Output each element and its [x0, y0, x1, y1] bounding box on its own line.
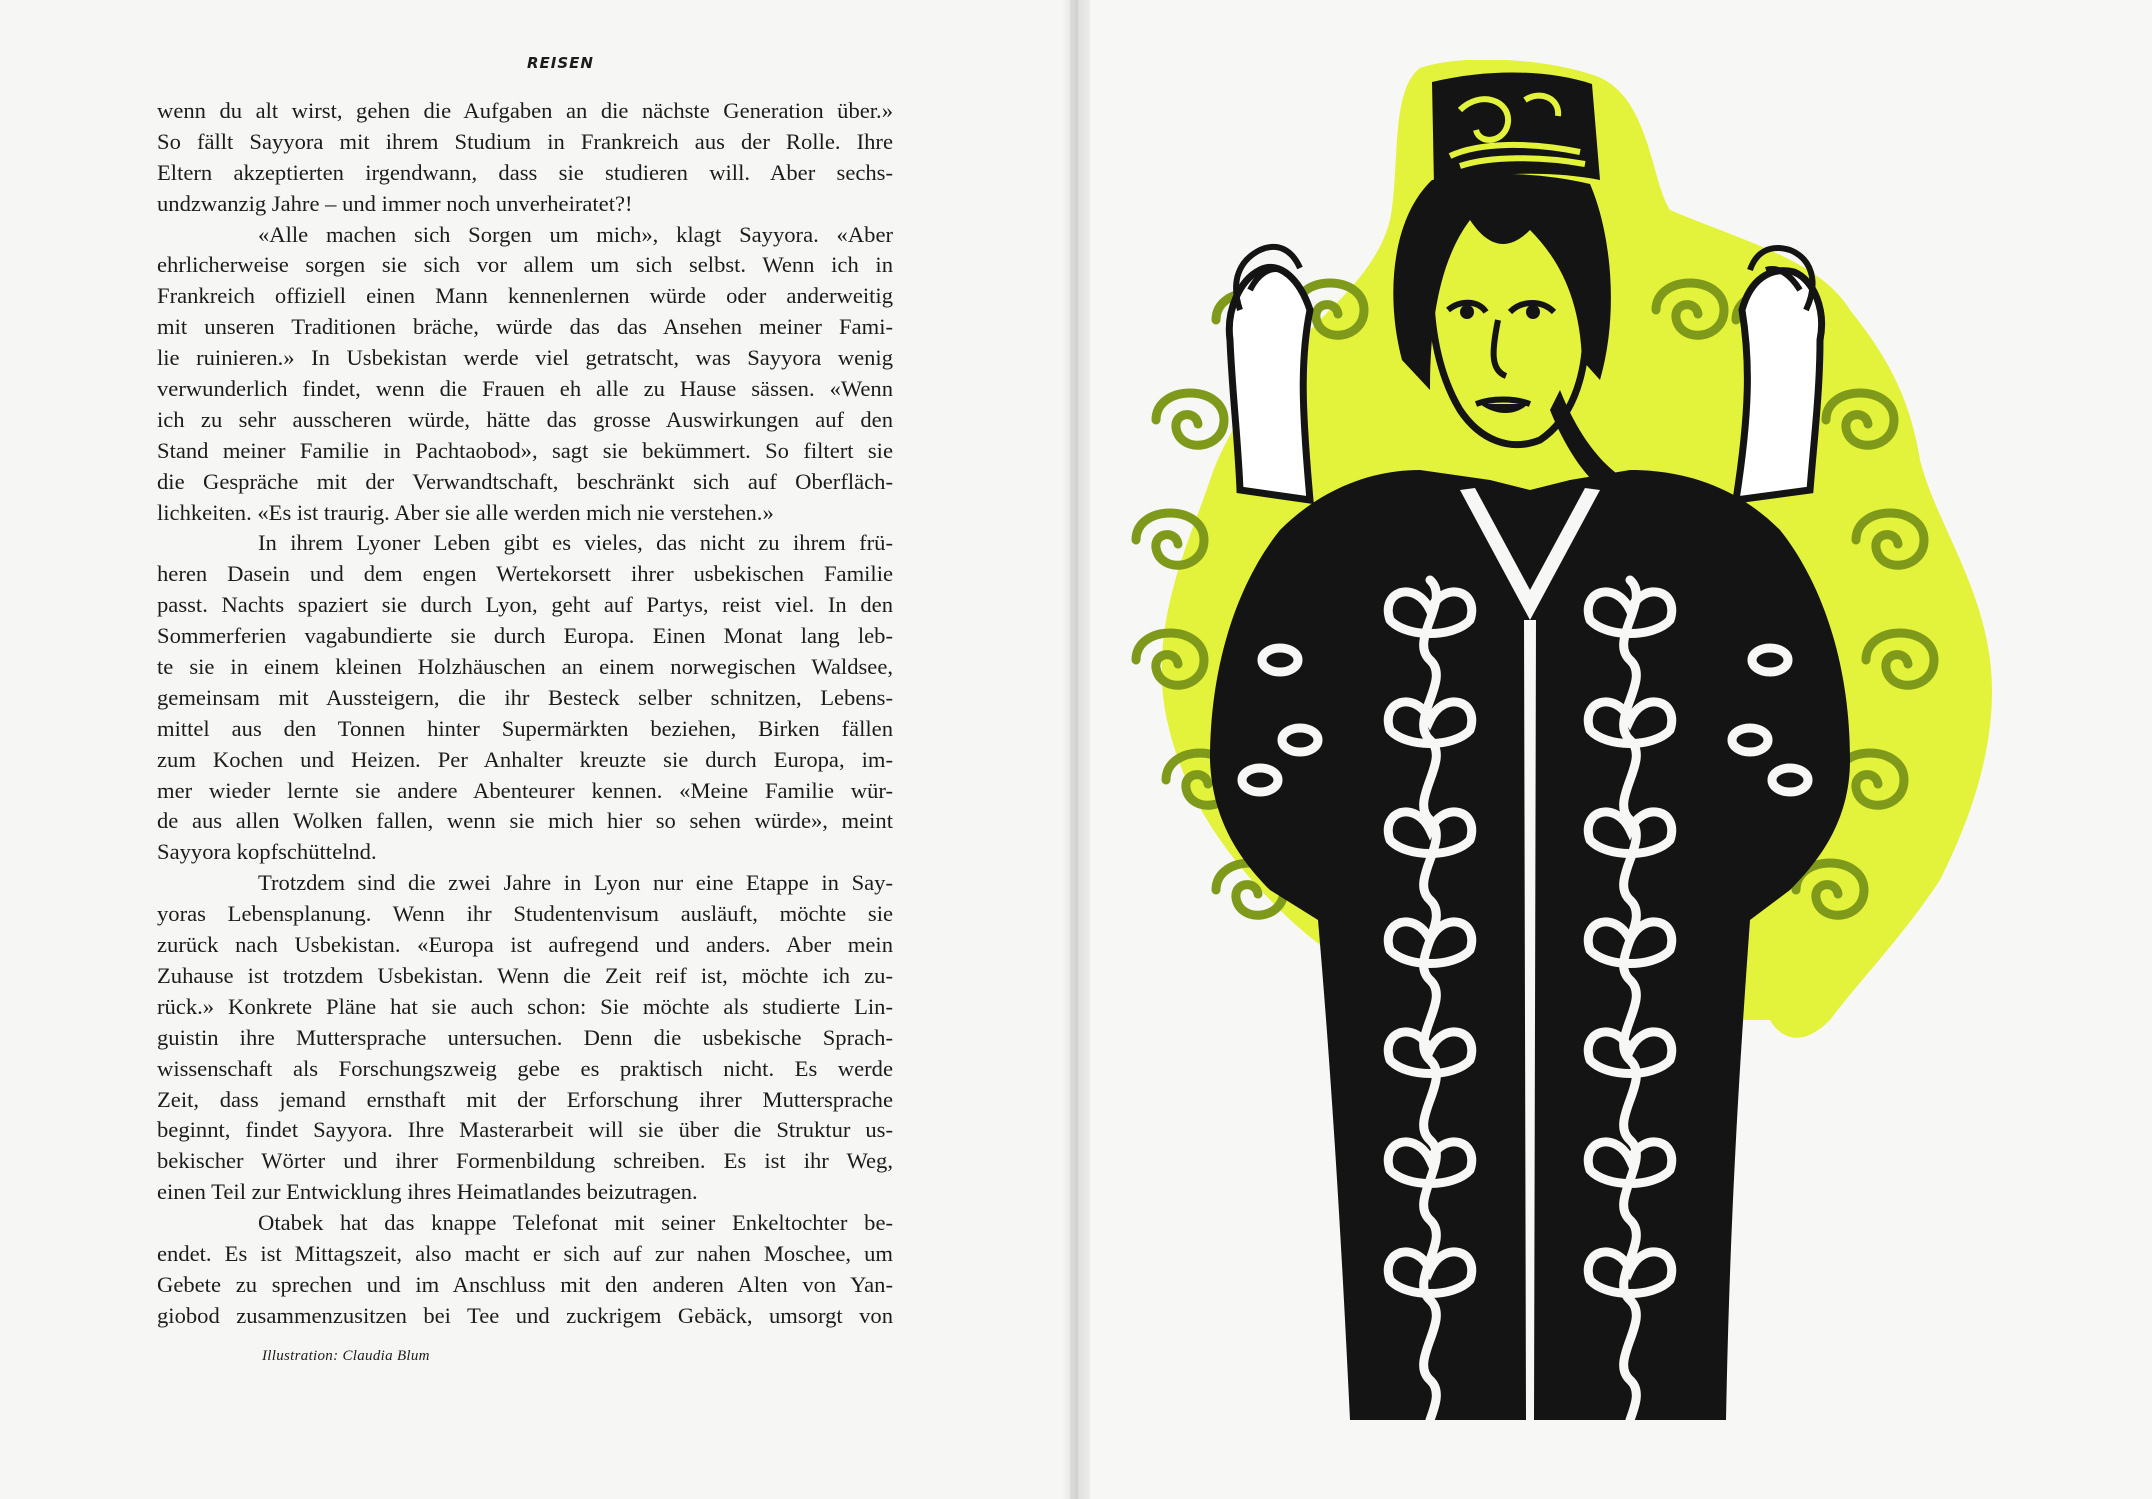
text-line: te sie in einem kleinen Holzhäuschen an einem norwegischen Waldsee,	[157, 654, 893, 680]
text-line: Sayyora kopfschüttelnd.	[157, 839, 377, 865]
article-body	[157, 96, 893, 1332]
text-line: heren Dasein und dem engen Wertekorsett ihrer usbekischen Familie	[157, 561, 893, 587]
text-line: Otabek hat das knappe Telefonat mit seiner Enkeltochter be-	[258, 1210, 893, 1236]
text-line: ich zu sehr ausscheren würde, hätte das grosse Auswirkungen auf den	[157, 406, 893, 432]
hat-icon	[1432, 72, 1600, 186]
ornament-scroll	[1156, 393, 1224, 445]
text-line: lie ruinieren.» In Usbekistan werde viel getratscht, was Sayyora wenig	[157, 345, 893, 371]
text-line: ehrlicherweise sorgen sie sich vor allem um sich selbst. Wenn ich in	[157, 252, 893, 278]
text-line: gemeinsam mit Aussteigern, die ihr Besteck selber schnitzen, Lebens-	[157, 684, 893, 710]
text-line: In ihrem Lyoner Leben gibt es vieles, das nicht zu ihrem frü-	[258, 530, 893, 556]
text-line: wissenschaft als Forschungszweig gebe es praktisch nicht. Es werde	[157, 1055, 893, 1081]
text-line: undzwanzig Jahre – und immer noch unverheiratet?!	[157, 190, 633, 216]
text-line: verwunderlich findet, wenn die Frauen eh alle zu Hause sässen. «Wenn	[157, 376, 893, 402]
illustration-credit: Illustration: Claudia Blum	[262, 1348, 430, 1364]
text-line: «Alle machen sich Sorgen um mich», klagt Sayyora. «Aber	[258, 221, 893, 247]
text-line: bekischer Wörter und ihrer Formenbildung schreiben. Es ist ihr Weg,	[157, 1148, 893, 1174]
text-line: Eltern akzeptierten irgendwann, dass sie studieren will. Aber sechs-	[157, 159, 893, 185]
text-line: Stand meiner Familie in Pachtaobod», sagt sie bekümmert. So filtert sie	[157, 437, 893, 463]
text-line: Gebete zu sprechen und im Anschluss mit den anderen Alten von Yan-	[157, 1271, 893, 1297]
text-line: guistin ihre Muttersprache untersuchen. Denn die usbekische Sprach-	[157, 1024, 893, 1050]
text-line: yoras Lebensplanung. Wenn ihr Studentenvisum ausläuft, möchte sie	[157, 901, 893, 927]
text-line: So fällt Sayyora mit ihrem Studium in Frankreich aus der Rolle. Ihre	[157, 128, 893, 154]
text-line: Zuhause ist trotzdem Usbekistan. Wenn die Zeit reif ist, möchte ich zu-	[157, 962, 893, 988]
text-line: endet. Es ist Mittagszeit, also macht er sich auf zur nahen Moschee, um	[157, 1240, 893, 1266]
text-line: Trotzdem sind die zwei Jahre in Lyon nur eine Etappe in Say-	[258, 870, 893, 896]
text-line: passt. Nachts spaziert sie durch Lyon, geht auf Partys, reist viel. In den	[157, 592, 893, 618]
text-line: einen Teil zur Entwicklung ihres Heimatlandes beizutragen.	[157, 1179, 698, 1205]
text-line: giobod zusammenzusitzen bei Tee und zuckrigem Gebäck, umsorgt von	[157, 1302, 893, 1328]
text-line: beginnt, findet Sayyora. Ihre Masterarbeit will sie über die Struktur us-	[157, 1117, 893, 1143]
text-line: die Gespräche mit der Verwandtschaft, beschränkt sich auf Oberfläch-	[157, 468, 893, 494]
right-eye	[1526, 305, 1540, 319]
text-line: zurück nach Usbekistan. «Europa ist aufregend und anders. Aber mein	[157, 932, 893, 958]
left-eye	[1460, 305, 1474, 319]
text-line: lichkeiten. «Es ist traurig. Aber sie alle werden mich nie verstehen.»	[157, 499, 774, 525]
text-line: Sommerferien vagabundierte sie durch Europa. Einen Monat lang leb-	[157, 623, 893, 649]
illustration-woman-in-robe	[1130, 60, 2090, 1440]
text-line: rück.» Konkrete Pläne hat sie auch schon: Sie möchte als studierte Lin-	[157, 993, 893, 1019]
running-head: REISEN	[527, 54, 594, 72]
text-line: wenn du alt wirst, gehen die Aufgaben an die nächste Generation über.»	[157, 98, 893, 123]
text-line: de aus allen Wolken fallen, wenn sie mich hier so sehen würde», meint	[157, 808, 893, 834]
text-line: Zeit, dass jemand ernsthaft mit der Erforschung ihrer Muttersprache	[157, 1086, 893, 1112]
text-line: mit unseren Traditionen bräche, würde das das Ansehen meiner Fami-	[157, 314, 893, 340]
text-line: mer wieder lernte sie andere Abenteurer kennen. «Meine Familie wür-	[157, 777, 893, 803]
text-line: mittel aus den Tonnen hinter Supermärkten beziehen, Birken fällen	[157, 715, 893, 741]
page-gutter	[1062, 0, 1090, 1499]
text-line: Frankreich offiziell einen Mann kennenlernen würde oder anderweitig	[157, 283, 893, 309]
left-page	[0, 0, 1070, 1499]
text-line: zum Kochen und Heizen. Per Anhalter kreuzte sie durch Europa, im-	[157, 746, 893, 772]
